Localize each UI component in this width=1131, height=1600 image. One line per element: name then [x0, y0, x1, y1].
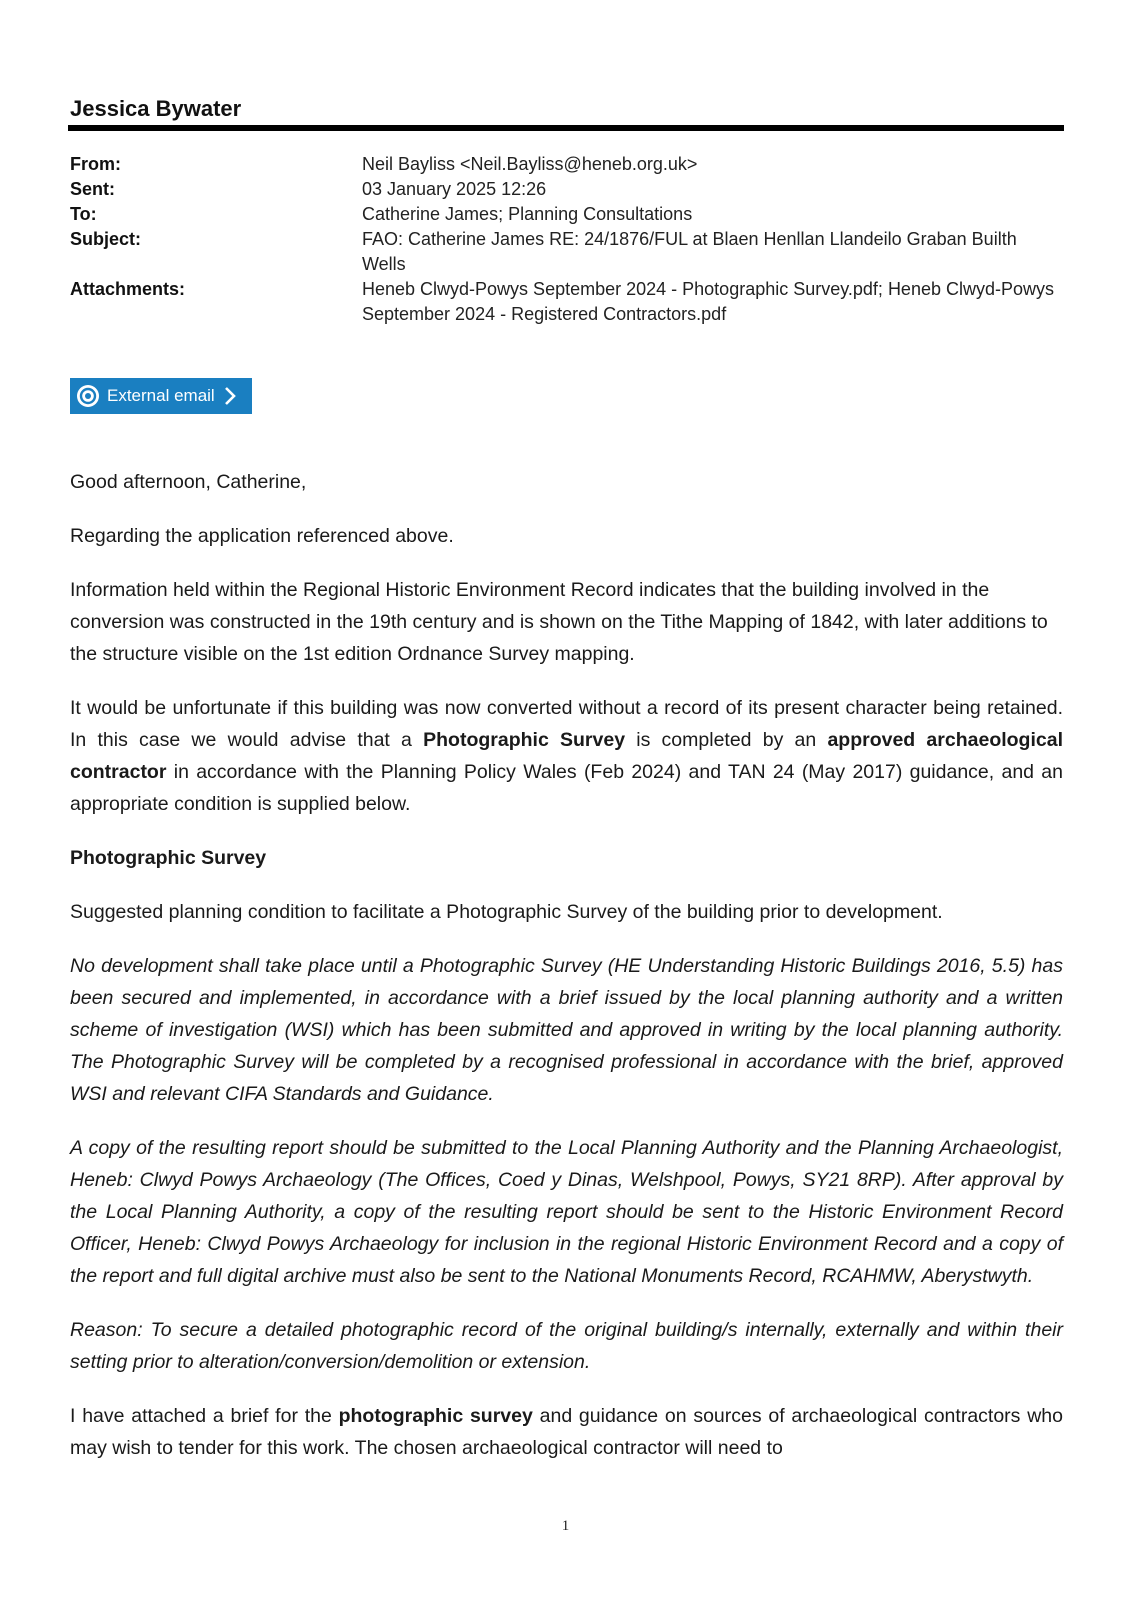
brief-text-1: I have attached a brief for the	[70, 1405, 339, 1427]
attachments-row	[70, 277, 1060, 327]
from-value: Neil Bayliss <Neil.Bayliss@heneb.org.uk>	[362, 154, 698, 174]
paragraph-suggested-condition: Suggested planning condition to facilitate a Photographic Survey of the building prior to development.	[70, 901, 943, 923]
sent-row	[70, 177, 1060, 202]
to-row	[70, 202, 1060, 227]
from-row	[70, 152, 1060, 177]
email-headers	[70, 152, 1060, 327]
section-heading: Photographic Survey	[70, 847, 267, 869]
subject-row	[70, 227, 1060, 277]
subject-label: Subject:	[70, 229, 142, 249]
paragraph-condition: No development shall take place until a Photographic Survey (HE Understanding Historic Buildings 2016, 5.5) has been secured and implemented, in accordance with a brief issued by the local planning authority and a written scheme of investigation (WSI) which has been submitted and approved in writing by the local planning authority. The Photographic Survey will be completed by a recognised professional in accordance with the brief, approved WSI and relevant CIFA Standards and Guidance.	[70, 955, 1063, 1105]
paragraph-report-copy: A copy of the resulting report should be submitted to the Local Planning Authority and the Planning Archaeologist, Heneb: Clwyd Powys Archaeology (The Offices, Coed y Dinas, Welshpool, Powys, SY21 8RP). After approval by the Local Planning Authority, a copy of the resulting report should be sent to the Historic Environment Record Officer, Heneb: Clwyd Powys Archaeology for inclusion in the regional Historic Environment Record and a copy of the report and full digital archive must also be sent to the National Monuments Record, RCAHMW, Aberystwyth.	[70, 1137, 1063, 1287]
brief-bold-survey: photographic survey	[338, 1405, 533, 1427]
attachments-value: Heneb Clwyd-Powys September 2024 - Photographic Survey.pdf; Heneb Clwyd-Powys September 2024 - Registered Contractors.pdf	[362, 279, 1054, 324]
advice-bold-survey: Photographic Survey	[423, 729, 626, 751]
brief-text-2: and guidance on sources of archaeological contractors who may wish to tender for this work. The chosen archaeological contractor will need to	[70, 1405, 1063, 1459]
paragraph-history: Information held within the Regional Historic Environment Record indicates that the building involved in the conversion was constructed in the 19th century and is shown on the Tithe Mapping of 1842, with later additions to the structure visible on the 1st edition Ordnance Survey mapping.	[70, 579, 1048, 665]
to-label: To:	[70, 204, 97, 224]
greeting: Good afternoon, Catherine,	[70, 471, 307, 493]
sent-label: Sent:	[70, 179, 115, 199]
email-body	[70, 466, 1063, 1486]
document-owner-name: Jessica Bywater	[70, 96, 242, 121]
external-email-label: External email	[107, 386, 215, 405]
from-label: From:	[70, 154, 121, 174]
chevron-right-icon	[223, 385, 237, 407]
advice-text-1: It would be unfortunate if this building was now converted without a record of its present character being retained. In this case we would advise that a	[70, 697, 1063, 751]
paragraph-reason: Reason: To secure a detailed photographic record of the original building/s internally, externally and within their setting prior to alteration/conversion/demolition or extension.	[70, 1319, 1063, 1373]
advice-text-3: in accordance with the Planning Policy Wales (Feb 2024) and TAN 24 (May 2017) guidance, and an appropriate condition is supplied below.	[70, 761, 1063, 815]
sent-value: 03 January 2025 12:26	[362, 179, 547, 199]
paragraph-reference: Regarding the application referenced above.	[70, 525, 454, 547]
advice-bold-contractor: approved archaeological contractor	[70, 729, 1063, 783]
to-value: Catherine James; Planning Consultations	[362, 204, 693, 224]
header-rule	[68, 125, 1064, 131]
paragraph-advice	[70, 692, 1063, 820]
paragraph-attached-brief	[70, 1400, 1063, 1464]
external-shield-icon	[76, 384, 100, 408]
external-email-badge[interactable]	[70, 378, 252, 414]
advice-text-2: is completed by an	[625, 729, 828, 751]
page-number: 1	[561, 1518, 570, 1534]
subject-value: FAO: Catherine James RE: 24/1876/FUL at Blaen Henllan Llandeilo Graban Builth Wells	[362, 229, 1017, 274]
attachments-label: Attachments:	[70, 279, 186, 299]
